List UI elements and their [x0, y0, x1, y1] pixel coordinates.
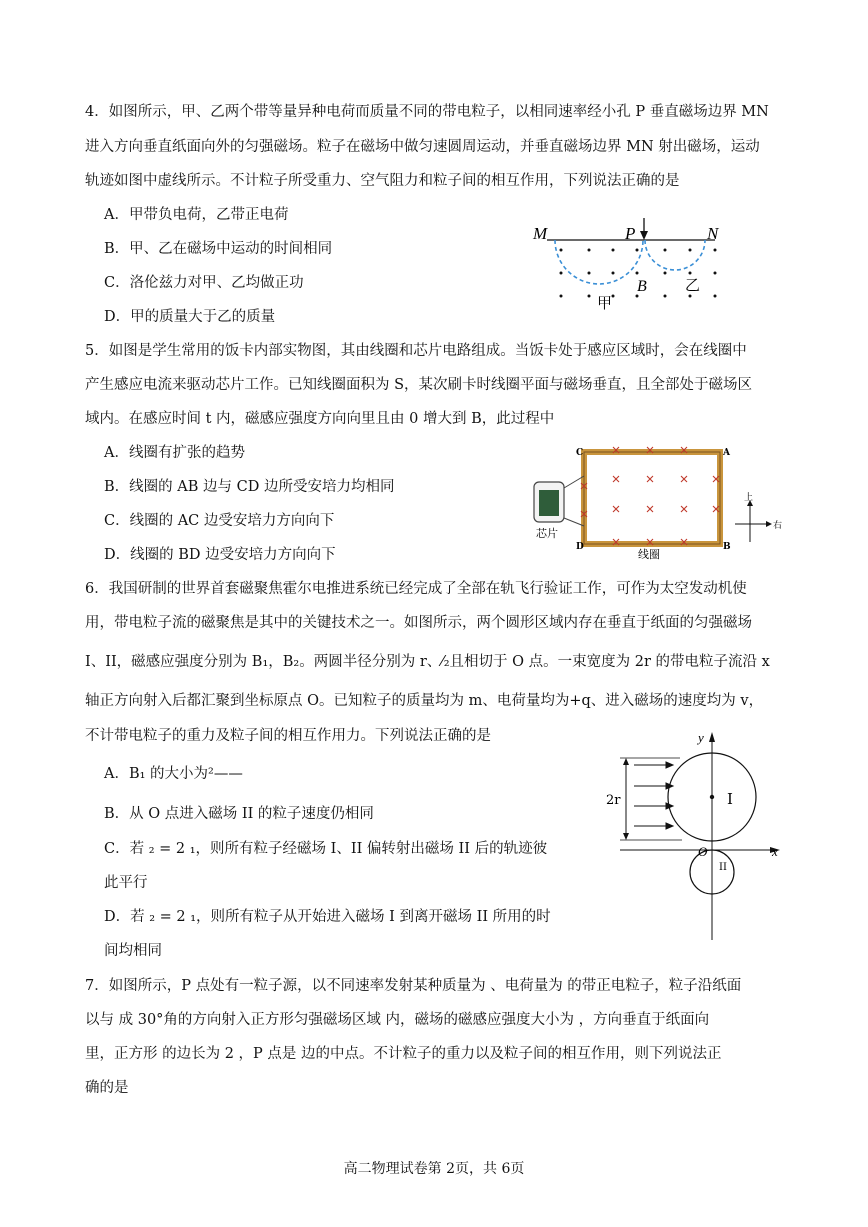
q5-option-b: B．线圈的 AB 边与 CD 边所受安培力均相同: [104, 479, 395, 495]
q7-line-3: 里，正方形 的边长为 2 ，P 点是 边的中点。不计粒子的重力以及粒子间的相互作用，则下列说法正: [85, 1046, 722, 1062]
label-jia: 甲: [597, 294, 613, 312]
q4-magnetic-field-figure: [525, 218, 735, 318]
q6-two-circles-figure: [600, 728, 790, 943]
q6-line-3: I、II，磁感应强度分别为 B₁，B₂。两圆半径分别为 r、⁄₂且相切于 O 点。一束宽度为 2r 的带电粒子流沿 x: [85, 654, 770, 670]
q4-line-2: 进入方向垂直纸面向外的匀强磁场。粒子在磁场中做匀速圆周运动，并垂直磁场边界 MN 射出磁场，运动: [85, 139, 760, 155]
q6-option-d-cont: 间均相同: [104, 943, 162, 959]
label-m: M: [533, 224, 548, 243]
label-2r: 2r: [606, 793, 621, 808]
q4-line-1: 4．如图所示，甲、乙两个带等量异种电荷而质量不同的带电粒子，以相同速率经小孔 P 垂直磁场边界 MN: [85, 104, 769, 120]
label-region-ii: II: [719, 862, 727, 873]
q5-option-a: A．线圈有扩张的趋势: [104, 445, 245, 461]
label-b: B: [637, 278, 647, 295]
label-n: N: [707, 224, 719, 243]
q6-option-c: C．若 ₂ = 2 ₁，则所有粒子经磁场 I、II 偏转射出磁场 II 后的轨迹彼: [104, 841, 548, 857]
label-c: C: [576, 448, 584, 458]
label-x: x: [772, 844, 778, 859]
label-o: O: [698, 844, 708, 859]
q6-line-5: 不计带电粒子的重力及粒子间的相互作用力。下列说法正确的是: [85, 728, 491, 744]
label-p: P: [625, 224, 636, 243]
label-b: B: [723, 542, 731, 552]
q5-option-c: C．线圈的 AC 边受安培力方向向下: [104, 513, 335, 529]
q6-option-c-cont: 此平行: [104, 875, 148, 891]
q6-line-1: 6．我国研制的世界首套磁聚焦霍尔电推进系统已经完成了全部在轨飞行验证工作，可作为太空发动机使: [85, 581, 747, 597]
q4-option-a: A．甲带负电荷，乙带正电荷: [104, 207, 289, 223]
q5-card-coil-figure: [530, 444, 790, 564]
q4-option-d: D．甲的质量大于乙的质量: [104, 309, 276, 325]
q5-line-3: 域内。在感应时间 t 内，磁感应强度方向向里且由 0 增大到 B，此过程中: [85, 411, 555, 427]
q6-option-a: A．B₁ 的大小为²——: [104, 766, 243, 782]
q6-option-d: D．若 ₂ = 2 ₁，则所有粒子从开始进入磁场 I 到离开磁场 II 所用的时: [104, 909, 551, 925]
label-yi: 乙: [685, 276, 701, 294]
q7-line-1: 7．如图所示，P 点处有一粒子源，以不同速率发射某种质量为 、电荷量为 的带正电粒子，粒子沿纸面: [85, 978, 742, 994]
page-footer: 高二物理试卷第 2页，共 6页: [343, 1161, 525, 1177]
label-a: A: [723, 448, 730, 458]
q4-option-c: C．洛伦兹力对甲、乙均做正功: [104, 275, 304, 291]
q5-line-2: 产生感应电流来驱动芯片工作。已知线圈面积为 S，某次刷卡时线圈平面与磁场垂直，且全部处于磁场区: [85, 377, 753, 393]
q6-line-2: 用，带电粒子流的磁聚焦是其中的关键技术之一。如图所示，两个圆形区域内存在垂直于纸面的匀强磁场: [85, 615, 752, 631]
q5-line-1: 5．如图是学生常用的饭卡内部实物图，其由线圈和芯片电路组成。当饭卡处于感应区域时，会在线圈中: [85, 343, 747, 359]
label-coil: 线圈: [638, 548, 660, 561]
q6-line-4: 轴正方向射入后都汇聚到坐标原点 O。已知粒子的质量均为 m、电荷量均为+q、进入磁场的速度均为 v，: [85, 693, 764, 709]
label-chip: 芯片: [536, 527, 558, 540]
q4-line-3: 轨迹如图中虚线所示。不计粒子所受重力、空气阻力和粒子间的相互作用，下列说法正确的是: [85, 173, 680, 189]
label-right: 右: [773, 521, 783, 531]
label-d: D: [576, 542, 584, 552]
q6-option-b: B．从 O 点进入磁场 II 的粒子速度仍相同: [104, 806, 374, 822]
label-region-i: I: [727, 790, 733, 808]
q4-option-b: B．甲、乙在磁场中运动的时间相同: [104, 241, 333, 257]
q7-line-2: 以与 成 30°角的方向射入正方形匀强磁场区域 内，磁场的磁感应强度大小为 ，方向垂直于纸面向: [85, 1012, 710, 1028]
q7-line-4: 确的是: [85, 1080, 129, 1096]
q5-option-d: D．线圈的 BD 边受安培力方向向下: [104, 547, 336, 563]
label-y: y: [698, 730, 704, 745]
label-up: 上: [744, 493, 754, 503]
